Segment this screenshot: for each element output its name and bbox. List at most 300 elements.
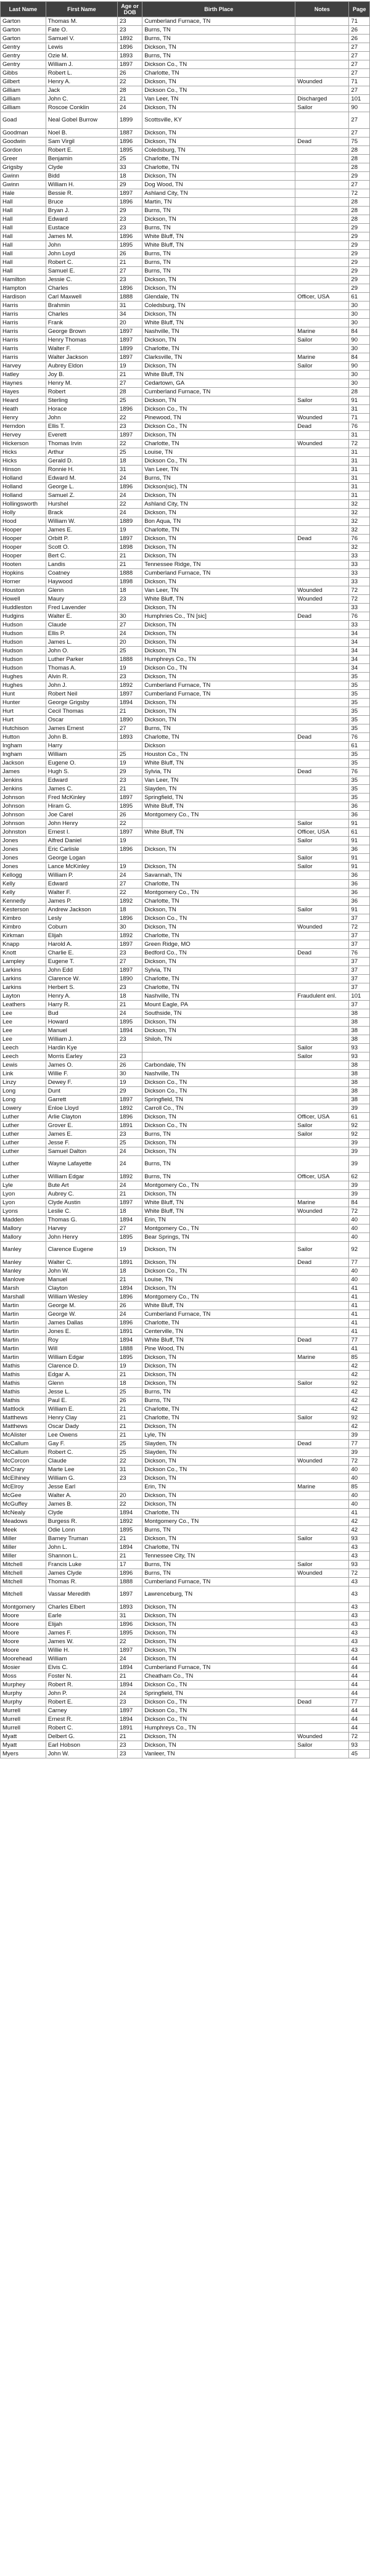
table-row [1,785,370,794]
first-name-cell: Eustace [46,224,117,232]
table-header-row [1,2,370,17]
age-or-dob-cell: 1895 [117,802,142,811]
age-or-dob-cell: 27 [117,880,142,888]
first-name-cell: Clyde [46,163,117,172]
last-name-cell: Jones [1,837,46,845]
notes-cell [295,517,349,526]
notes-cell: Marine [295,353,349,362]
birth-place-cell: Montgomery Co., TN [142,811,295,819]
last-name-cell: Goad [1,112,46,129]
birth-place-cell: Charlotte, TN [142,345,295,353]
notes-cell: Wounded [295,586,349,595]
birth-place-cell: Dickson, TN [142,172,295,181]
birth-place-cell: Erin, TN [142,1483,295,1491]
birth-place-cell: Burns, TN [142,224,295,232]
notes-cell: Wounded [295,414,349,422]
birth-place-cell: Dickson, TN [142,509,295,517]
first-name-cell: Eugene O. [46,759,117,768]
birth-place-cell: Dickson, TN [142,1741,295,1750]
notes-cell [295,1104,349,1113]
age-or-dob-cell: 19 [117,863,142,871]
first-name-cell: Earl Hobson [46,1741,117,1750]
birth-place-cell: Dickson, TN [142,673,295,681]
first-name-cell: Odie Lonn [46,1526,117,1535]
page-cell: 92 [349,1122,370,1130]
first-name-cell: James L. [46,638,117,647]
notes-cell [295,241,349,250]
birth-place-cell: Ashland City, TN [142,500,295,509]
page-cell: 44 [349,1655,370,1663]
first-name-cell: Alfred Daniel [46,837,117,845]
last-name-cell: Hooper [1,535,46,543]
notes-cell [295,1156,349,1173]
table-row [1,310,370,319]
last-name-cell: Luther [1,1130,46,1139]
birth-place-cell: Dickson, TN [142,716,295,724]
page-cell: 30 [349,379,370,388]
last-name-cell: Gilbert [1,78,46,86]
age-or-dob-cell: 23 [117,776,142,785]
first-name-cell: Joe Carel [46,811,117,819]
age-or-dob-cell: 24 [117,1655,142,1663]
notes-cell [295,1302,349,1310]
last-name-cell: Jones [1,854,46,863]
birth-place-cell: Dickson Co., TN [142,664,295,673]
table-row [1,1345,370,1353]
table-row [1,1353,370,1362]
birth-place-cell: Dickson, TN [142,1147,295,1156]
last-name-cell: McCorcon [1,1457,46,1466]
page-cell: 84 [349,327,370,336]
header-page: Page [349,2,370,17]
age-or-dob-cell: 22 [117,500,142,509]
page-cell: 43 [349,1543,370,1552]
first-name-cell: George Logan [46,854,117,863]
last-name-cell: Hayes [1,388,46,396]
notes-cell [295,345,349,353]
last-name-cell: McGuffey [1,1500,46,1509]
table-row [1,1405,370,1414]
first-name-cell: Arlie Clayton [46,1113,117,1122]
last-name-cell: Johnson [1,794,46,802]
first-name-cell: John Edd [46,966,117,975]
page-cell: 36 [349,845,370,854]
first-name-cell: Ozie M. [46,52,117,60]
age-or-dob-cell: 22 [117,888,142,897]
first-name-cell: Hiram G. [46,802,117,811]
birth-place-cell: Humphreys Co., TN [142,655,295,664]
page-cell: 27 [349,60,370,69]
page-cell: 35 [349,716,370,724]
notes-cell [295,750,349,759]
birth-place-cell: Lyle, TN [142,1431,295,1440]
last-name-cell: Luther [1,1139,46,1147]
birth-place-cell: Charlotte, TN [142,1543,295,1552]
last-name-cell: Miller [1,1552,46,1561]
table-row [1,345,370,353]
last-name-cell: Moss [1,1672,46,1681]
first-name-cell: Eric Carlisle [46,845,117,854]
notes-cell [295,1035,349,1044]
notes-cell: Dead [295,1258,349,1267]
table-row [1,655,370,664]
first-name-cell: John Henry [46,1233,117,1242]
header-birth-place: Birth Place [142,2,295,17]
page-cell: 31 [349,491,370,500]
page-cell: 33 [349,560,370,569]
age-or-dob-cell: 21 [117,95,142,104]
last-name-cell: Moore [1,1620,46,1629]
birth-place-cell: Charlotte, TN [142,1509,295,1517]
table-row [1,1113,370,1122]
page-cell: 31 [349,431,370,440]
last-name-cell: Garton [1,26,46,35]
first-name-cell: Manuel [46,1276,117,1284]
first-name-cell: Herbert S. [46,983,117,992]
birth-place-cell: White Bluff, TN [142,1336,295,1345]
age-or-dob-cell: 25 [117,750,142,759]
birth-place-cell: Dog Wood, TN [142,181,295,189]
table-row [1,1362,370,1371]
first-name-cell: Bruce [46,198,117,207]
page-cell: 33 [349,621,370,630]
first-name-cell: Haywood [46,578,117,586]
last-name-cell: Holly [1,509,46,517]
last-name-cell: Holland [1,491,46,500]
first-name-cell: Harold A. [46,940,117,949]
notes-cell [295,1327,349,1336]
notes-cell [295,483,349,491]
notes-cell: Dead [295,535,349,543]
notes-cell [295,284,349,293]
last-name-cell: Ingham [1,750,46,759]
table-row [1,664,370,673]
page-cell: 31 [349,483,370,491]
first-name-cell: Carl Maxwell [46,293,117,301]
birth-place-cell: Springfield, TN [142,1096,295,1104]
age-or-dob-cell [117,1483,142,1491]
birth-place-cell: Montgomery Co., TN [142,1224,295,1233]
birth-place-cell: Bedford Co., TN [142,949,295,958]
first-name-cell: Bert C. [46,552,117,560]
age-or-dob-cell: 1892 [117,681,142,690]
page-cell: 35 [349,750,370,759]
first-name-cell: Clyde [46,1509,117,1517]
birth-place-cell: Dickson, TN [142,958,295,966]
page-cell: 28 [349,155,370,163]
first-name-cell: Leslie C. [46,1207,117,1216]
age-or-dob-cell: 31 [117,466,142,474]
first-name-cell: Brahmin [46,301,117,310]
first-name-cell: Thomas A. [46,664,117,673]
age-or-dob-cell: 30 [117,923,142,932]
last-name-cell: Martin [1,1302,46,1310]
age-or-dob-cell: 1897 [117,1586,142,1603]
age-or-dob-cell: 1897 [117,431,142,440]
table-row [1,1517,370,1526]
age-or-dob-cell: 1894 [117,1509,142,1517]
last-name-cell: Harris [1,310,46,319]
table-row [1,888,370,897]
notes-cell: Dead [295,1440,349,1448]
last-name-cell: Myatt [1,1741,46,1750]
notes-cell [295,258,349,267]
table-row [1,1242,370,1258]
page-cell: 44 [349,1724,370,1733]
age-or-dob-cell: 24 [117,1147,142,1156]
last-name-cell: Hampton [1,284,46,293]
birth-place-cell: Cumberland Furnace, TN [142,690,295,699]
notes-cell [295,207,349,215]
birth-place-cell: Dickson, TN [142,310,295,319]
notes-cell [295,1096,349,1104]
age-or-dob-cell: 1891 [117,1122,142,1130]
page-cell: 30 [349,310,370,319]
last-name-cell: James [1,768,46,776]
age-or-dob-cell: 1895 [117,146,142,155]
table-row [1,1431,370,1440]
page-cell: 38 [349,1096,370,1104]
birth-place-cell: Dickson, TN [142,552,295,560]
page-cell: 32 [349,500,370,509]
birth-place-cell: Cumberland Furnace, TN [142,388,295,396]
last-name-cell: Manley [1,1242,46,1258]
table-row [1,379,370,388]
last-name-cell: Holland [1,483,46,491]
notes-cell [295,1371,349,1379]
first-name-cell: Walter C. [46,1258,117,1267]
notes-cell [295,811,349,819]
table-row [1,1689,370,1698]
page-cell: 35 [349,724,370,733]
age-or-dob-cell: 29 [117,1087,142,1096]
age-or-dob-cell: 33 [117,163,142,172]
birth-place-cell: Burns, TN [142,1173,295,1181]
age-or-dob-cell: 1895 [117,1018,142,1027]
page-cell: 26 [349,35,370,43]
age-or-dob-cell: 1897 [117,966,142,975]
page-cell: 33 [349,578,370,586]
page-cell: 92 [349,1379,370,1388]
table-row [1,1509,370,1517]
notes-cell [295,232,349,241]
page-cell: 38 [349,1061,370,1070]
last-name-cell: Mosier [1,1663,46,1672]
last-name-cell: Hunt [1,690,46,699]
table-row [1,716,370,724]
table-row [1,1224,370,1233]
page-cell: 32 [349,526,370,535]
table-row [1,405,370,414]
last-name-cell: Jones [1,863,46,871]
last-name-cell: Kennedy [1,897,46,906]
notes-cell [295,1267,349,1276]
birth-place-cell: Burns, TN [142,1561,295,1569]
notes-cell [295,457,349,466]
table-row [1,1258,370,1267]
age-or-dob-cell: 18 [117,457,142,466]
birth-place-cell: Dickson, TN [142,1733,295,1741]
first-name-cell: Coburn [46,923,117,932]
first-name-cell: Paul E. [46,1397,117,1405]
last-name-cell: Herndon [1,422,46,431]
birth-place-cell: Dickson, TN [142,491,295,500]
notes-cell [295,543,349,552]
notes-cell [295,250,349,258]
birth-place-cell: Burns, TN [142,26,295,35]
age-or-dob-cell: 1896 [117,914,142,923]
last-name-cell: Long [1,1096,46,1104]
page-cell: 40 [349,1216,370,1224]
page-cell: 34 [349,647,370,655]
last-name-cell: Heath [1,405,46,414]
table-row [1,112,370,129]
notes-cell [295,742,349,750]
first-name-cell: Samuel Z. [46,491,117,500]
notes-cell [295,932,349,940]
page-cell: 42 [349,1526,370,1535]
age-or-dob-cell: 1892 [117,1517,142,1526]
age-or-dob-cell: 1891 [117,1258,142,1267]
page-cell: 40 [349,1500,370,1509]
age-or-dob-cell: 23 [117,983,142,992]
last-name-cell: Hale [1,189,46,198]
birth-place-cell: Cumberland Furnace, TN [142,17,295,26]
birth-place-cell: Burns, TN [142,1388,295,1397]
age-or-dob-cell: 21 [117,1371,142,1379]
notes-cell [295,1715,349,1724]
table-row [1,1027,370,1035]
last-name-cell: Larkins [1,966,46,975]
birth-place-cell: Van Leer, TN [142,95,295,104]
table-row [1,914,370,923]
table-row [1,595,370,604]
notes-cell [295,1181,349,1190]
table-row [1,1526,370,1535]
notes-cell [295,112,349,129]
age-or-dob-cell: 18 [117,992,142,1001]
birth-place-cell: Dickson, TN [142,1620,295,1629]
last-name-cell: Lyons [1,1207,46,1216]
table-row [1,1629,370,1638]
table-row [1,811,370,819]
last-name-cell: Johnson [1,811,46,819]
first-name-cell: Samuel V. [46,35,117,43]
first-name-cell: George M. [46,1302,117,1310]
birth-place-cell: Dickson, TN [142,1371,295,1379]
age-or-dob-cell: 1893 [117,52,142,60]
table-row [1,673,370,681]
page-cell: 42 [349,1422,370,1431]
age-or-dob-cell: 23 [117,1750,142,1758]
first-name-cell: Aubrey C. [46,1190,117,1199]
notes-cell: Sailor [295,906,349,914]
first-name-cell: Vassar Meredith [46,1586,117,1603]
table-row [1,1552,370,1561]
notes-cell [295,1603,349,1612]
page-cell: 30 [349,319,370,327]
birth-place-cell: Carbondale, TN [142,1061,295,1070]
page-cell: 36 [349,897,370,906]
birth-place-cell: Charlotte, TN [142,897,295,906]
last-name-cell: Hughes [1,673,46,681]
last-name-cell: Jenkins [1,776,46,785]
age-or-dob-cell: 23 [117,215,142,224]
page-cell: 90 [349,104,370,112]
table-row [1,1414,370,1422]
table-row [1,1233,370,1242]
soldier-roster-table [0,1,370,1758]
last-name-cell: Goodman [1,129,46,137]
age-or-dob-cell: 26 [117,250,142,258]
table-row [1,198,370,207]
birth-place-cell: Dickson, TN [142,1362,295,1371]
table-row [1,1001,370,1009]
last-name-cell: Hicks [1,457,46,466]
last-name-cell: Lee [1,1027,46,1035]
first-name-cell: Manuel [46,1027,117,1035]
birth-place-cell: Bon Aqua, TN [142,517,295,526]
notes-cell [295,301,349,310]
last-name-cell: Jones [1,845,46,854]
age-or-dob-cell: 27 [117,724,142,733]
last-name-cell: McCrary [1,1466,46,1474]
last-name-cell: Hutton [1,733,46,742]
first-name-cell: James P. [46,897,117,906]
first-name-cell: Howard [46,1018,117,1027]
birth-place-cell: Charlotte, TN [142,163,295,172]
age-or-dob-cell: 1892 [117,897,142,906]
birth-place-cell: Burns, TN [142,52,295,60]
birth-place-cell: Dickson Co., TN [142,457,295,466]
first-name-cell: Joy B. [46,371,117,379]
table-row [1,1319,370,1327]
age-or-dob-cell: 23 [117,276,142,284]
last-name-cell: Greer [1,155,46,163]
first-name-cell: Robert Neil [46,690,117,699]
page-cell: 91 [349,396,370,405]
last-name-cell: Kelly [1,880,46,888]
age-or-dob-cell: 24 [117,509,142,517]
last-name-cell: Murphy [1,1698,46,1707]
birth-place-cell: White Bluff, TN [142,371,295,379]
table-row [1,1448,370,1457]
notes-cell: Sailor [295,1535,349,1543]
first-name-cell: Benjamin [46,155,117,163]
first-name-cell: George W. [46,1310,117,1319]
birth-place-cell: Dickson Co., TN [142,1267,295,1276]
age-or-dob-cell: 23 [117,949,142,958]
page-cell: 37 [349,966,370,975]
notes-cell [295,1070,349,1078]
first-name-cell: Walter F. [46,345,117,353]
last-name-cell: Marsh [1,1284,46,1293]
table-row [1,724,370,733]
notes-cell: Dead [295,733,349,742]
page-cell: 75 [349,137,370,146]
first-name-cell: Jesse L. [46,1388,117,1397]
age-or-dob-cell: 23 [117,17,142,26]
notes-cell [295,983,349,992]
last-name-cell: Jackson [1,759,46,768]
table-row [1,1147,370,1156]
notes-cell [295,1681,349,1689]
age-or-dob-cell: 23 [117,595,142,604]
page-cell: 91 [349,906,370,914]
notes-cell: Marine [295,327,349,336]
last-name-cell: Knapp [1,940,46,949]
birth-place-cell: Burns, TN [142,250,295,258]
